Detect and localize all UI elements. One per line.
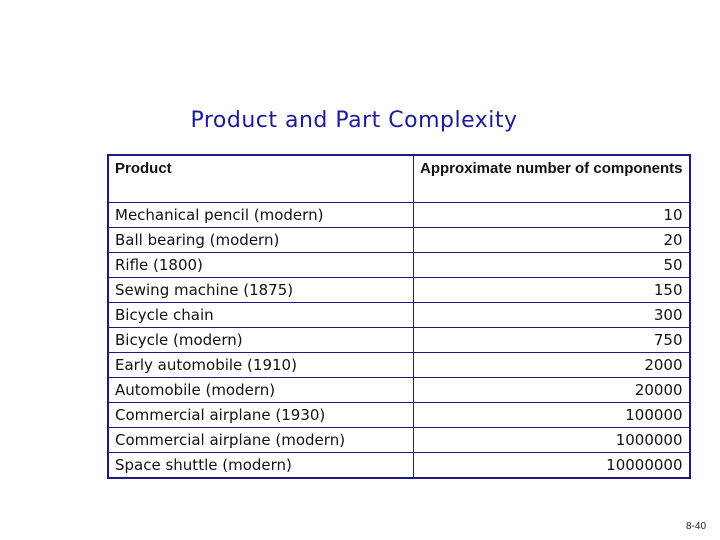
component-count: 10000000: [414, 453, 690, 479]
complexity-table: [107, 154, 691, 479]
product-name: Bicycle (modern): [108, 328, 414, 353]
component-count: 20000: [414, 378, 690, 403]
component-count: 2000: [414, 353, 690, 378]
product-name: Bicycle chain: [108, 303, 414, 328]
component-count: 750: [414, 328, 690, 353]
product-name: Ball bearing (modern): [108, 228, 414, 253]
component-count: 20: [414, 228, 690, 253]
table-row: [108, 403, 690, 428]
page-number: 8-40: [685, 521, 706, 532]
product-name: Mechanical pencil (modern): [108, 203, 414, 228]
component-count: 50: [414, 253, 690, 278]
component-count: 100000: [414, 403, 690, 428]
slide-title: Product and Part Complexity: [190, 108, 518, 133]
table-header-row: [108, 155, 690, 203]
table-row: [108, 303, 690, 328]
product-name: Commercial airplane (modern): [108, 428, 414, 453]
product-name: Space shuttle (modern): [108, 453, 414, 479]
table-body: [108, 203, 690, 479]
component-count: 1000000: [414, 428, 690, 453]
table-row: [108, 453, 690, 479]
product-name: Automobile (modern): [108, 378, 414, 403]
product-name: Rifle (1800): [108, 253, 414, 278]
component-count: 10: [414, 203, 690, 228]
table-row: [108, 378, 690, 403]
product-name: Early automobile (1910): [108, 353, 414, 378]
table-row: [108, 228, 690, 253]
table-row: [108, 328, 690, 353]
header-components: Approximate number of components: [414, 155, 690, 203]
product-name: Sewing machine (1875): [108, 278, 414, 303]
table-row: [108, 428, 690, 453]
header-product: Product: [108, 155, 414, 203]
component-count: 150: [414, 278, 690, 303]
component-count: 300: [414, 303, 690, 328]
table-row: [108, 203, 690, 228]
table-row: [108, 353, 690, 378]
table-row: [108, 278, 690, 303]
table-row: [108, 253, 690, 278]
product-name: Commercial airplane (1930): [108, 403, 414, 428]
